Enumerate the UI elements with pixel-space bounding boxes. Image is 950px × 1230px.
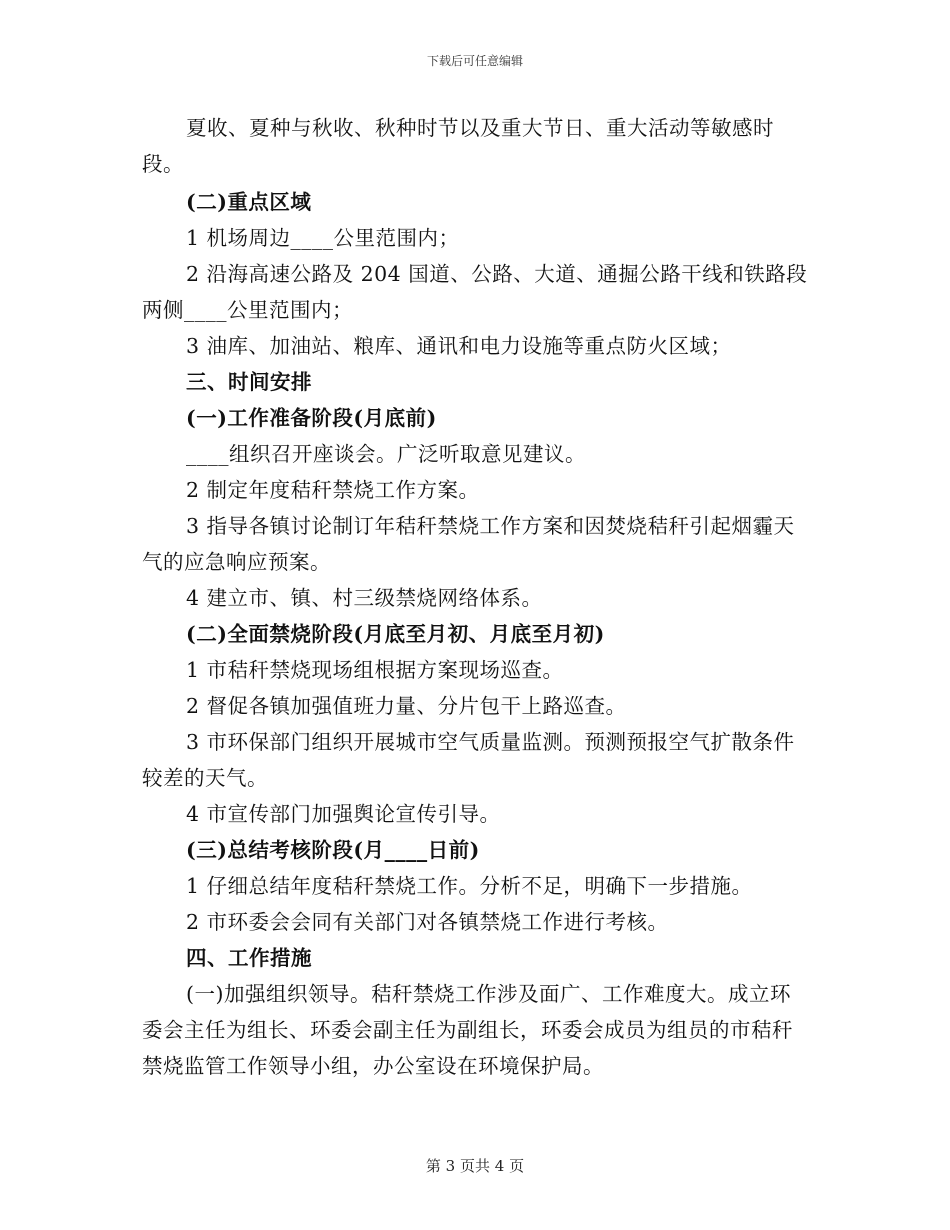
paragraph: 2 督促各镇加强值班力量、分片包干上路巡查。 xyxy=(186,694,627,718)
paragraph: (一)加强组织领导。秸秆禁烧工作涉及面广、工作难度大。成立环委会主任为组长、环委会副主任为副组长，环委会成员为组员的市秸秆禁烧监管工作领导小组，办公室设在环境保护局。 xyxy=(142,982,793,1078)
paragraph: 夏收、夏种与秋收、秋种时节以及重大节日、重大活动等敏感时段。 xyxy=(142,116,774,176)
paragraph: ____组织召开座谈会。广泛听取意见建议。 xyxy=(186,442,586,466)
paragraph: 3 市环保部门组织开展城市空气质量监测。预测预报空气扩散条件较差的天气。 xyxy=(142,730,795,790)
paragraph: 1 市秸秆禁烧现场组根据方案现场巡查。 xyxy=(186,658,564,682)
paragraph: 3 油库、加油站、粮库、通讯和电力设施等重点防火区域； xyxy=(186,334,732,358)
paragraph: 1 机场周边____公里范围内； xyxy=(186,226,460,250)
paragraph: 2 制定年度秸秆禁烧工作方案。 xyxy=(186,478,480,502)
document-body xyxy=(142,110,810,1084)
section-heading: (一)工作准备阶段(月底前) xyxy=(186,406,437,430)
paragraph: 2 沿海高速公路及 204 国道、公路、大道、通掘公路干线和铁路段两侧____公里范围内； xyxy=(142,262,808,322)
section-heading: (二)全面禁烧阶段(月底至月初、月底至月初) xyxy=(186,622,605,646)
section-heading: 三、时间安排 xyxy=(186,370,312,394)
paragraph: 2 市环委会会同有关部门对各镇禁烧工作进行考核。 xyxy=(186,910,669,934)
page-footer: 第 3 页共 4 页 xyxy=(425,1157,525,1175)
paragraph: 1 仔细总结年度秸秆禁烧工作。分析不足，明确下一步措施。 xyxy=(186,874,753,898)
paragraph: 4 市宣传部门加强舆论宣传引导。 xyxy=(186,802,501,826)
paragraph: 4 建立市、镇、村三级禁烧网络体系。 xyxy=(186,586,543,610)
section-heading: 四、工作措施 xyxy=(186,946,312,970)
page-header: 下载后可任意编辑 xyxy=(426,54,523,68)
section-heading: (二)重点区域 xyxy=(186,190,312,214)
paragraph: 3 指导各镇讨论制订年秸秆禁烧工作方案和因焚烧秸秆引起烟霾天气的应急响应预案。 xyxy=(142,514,795,574)
section-heading: (三)总结考核阶段(月____日前) xyxy=(186,838,480,862)
